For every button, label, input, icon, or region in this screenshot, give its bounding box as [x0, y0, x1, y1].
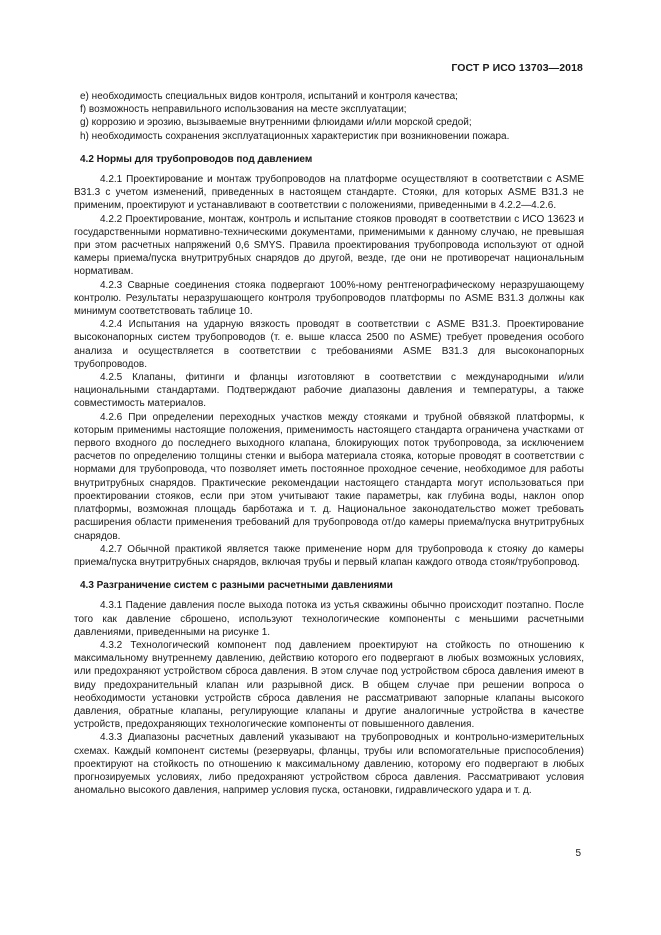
- paragraph-4-2-1: 4.2.1 Проектирование и монтаж трубопроводов на платформе осуществляют в соответствии с ASME B31.3 с учетом изменений, приведенных в настоящем стандарте. Стояки, для которых ASME B31.3 не применим, проектируют и устанавливают в соответствии с положениями, приведенными в 4.2.2—4.2.6.: [74, 174, 584, 212]
- paragraph-4-2-5: 4.2.5 Клапаны, фитинги и фланцы изготовляют в соответствии с международными и/или национальными стандартами. Подтверждают рабочие диапазоны давления и температуры, а также совместимость материалов.: [74, 372, 584, 410]
- paragraph-4-2-6: 4.2.6 При определении переходных участков между стояками и трубной обвязкой платформы, к которым применимы настоящие положения, применимость настоящего стандарта ограничена участками от первого входного до последнего выходного клапана, блокирующих поток трубопровода, за исключением расчетов по определению толщины стенки и выбора материала стояка, которые проводят в соответствии с нормами для трубопровода, что позволяет иметь постоянное проходное сечение, необходимое для работы внутритрубных снарядов. Практические рекомендации настоящего стандарта могут использоваться при проектировании стояков, если при этом учитывают такие параметры, как глубина воды, наклон опор платформы, возможная площадь барботажа и т. д. Национальное законодательство может требовать расширения области применения требований для трубопровода от/до камеры приема/пуска внутритрубных снарядов.: [74, 411, 584, 542]
- list-item: f) возможность неправильного использования на месте эксплуатации;: [80, 104, 407, 116]
- section-heading-4-2: 4.2 Нормы для трубопроводов под давлением: [80, 153, 313, 165]
- paragraph-4-3-3: 4.3.3 Диапазоны расчетных давлений указывают на трубопроводных и контрольно-измерительных схемах. Каждый компонент системы (резервуары, фланцы, трубы или вспомогательные приспособления) проектируют на стойкость по отношению к максимальному давлению, которому его подвергают в любых прогнозируемых условиях, либо предохраняют устройством сброса давления. Рассматривают условия аномально высокого давления, например условия пуска, остановки, гидравлического удара и т. д.: [74, 732, 584, 797]
- paragraph-4-2-7: 4.2.7 Обычной практикой является также применение норм для трубопровода к стояку до камеры приема/пуска внутритрубных снарядов, включая трубы и первый клапан каждого отвода стояк/трубопровод.: [74, 543, 584, 568]
- paragraph-4-2-2: 4.2.2 Проектирование, монтаж, контроль и испытание стояков проводят в соответствии с ИСО 13623 и государственными нормативно-техническими документами, применимыми к данному случаю, не превышая при этом расчетных напряжений 0,6 SMYS. Правила проектирования трубопровода используют от одной камеры приема/пуска внутритрубных снарядов до другой, везде, где они не противоречат национальным нормативам.: [74, 213, 584, 278]
- paragraph-4-3-1: 4.3.1 Падение давления после выхода потока из устья скважины обычно происходит поэтапно. После того как давление сброшено, используют технологические компоненты с меньшими расчетными давлениями, приведенными на рисунке 1.: [74, 600, 584, 638]
- paragraph-4-3-2: 4.3.2 Технологический компонент под давлением проектируют на стойкость по отношению к максимальному внутреннему давлению, действию которого его подвергают в любых возможных условиях, или предохраняют устройством сброса давления. В этом случае под устройством сброса давления имеют в виду предохранительный клапан или разрывной диск. В общем случае при решении вопроса о необходимости установки устройств сброса давления не рассматривают запорные клапаны высокого давления, обратные клапаны, регулирующие клапаны и другие аналогичные устройства в качестве устройств, предохраняющих технологические компоненты от повышенного давления.: [74, 639, 584, 731]
- section-heading-4-3: 4.3 Разграничение систем с разными расчетными давлениями: [80, 580, 393, 592]
- document-body: [74, 90, 584, 797]
- paragraph-4-2-3: 4.2.3 Сварные соединения стояка подвергают 100%-ному рентгенографическому неразрушающему контролю. Результаты неразрушающего контроля трубопроводов платформы по ASME B31.3 должны как минимум соответствовать таблице 10.: [74, 279, 584, 318]
- page-header: ГОСТ Р ИСО 13703—2018: [451, 62, 583, 74]
- list-item: h) необходимость сохранения эксплуатационных характеристик при возникновении пожара.: [80, 130, 510, 142]
- list-item: e) необходимость специальных видов контроля, испытаний и контроля качества;: [80, 91, 458, 102]
- list-item: g) коррозию и эрозию, вызываемые внутренними флюидами и/или морской средой;: [80, 117, 472, 129]
- requirements-list: [74, 90, 584, 143]
- page-number: 5: [575, 848, 581, 859]
- paragraph-4-2-4: 4.2.4 Испытания на ударную вязкость проводят в соответствии с ASME B31.3. Проектирование высоконапорных систем трубопроводов (т. е. выше класса 2500 по ASME) требует проведения особого анализа и осуществляется в соответствии с требованиями ASME B31.3 для высоконапорных трубопроводов.: [74, 319, 584, 370]
